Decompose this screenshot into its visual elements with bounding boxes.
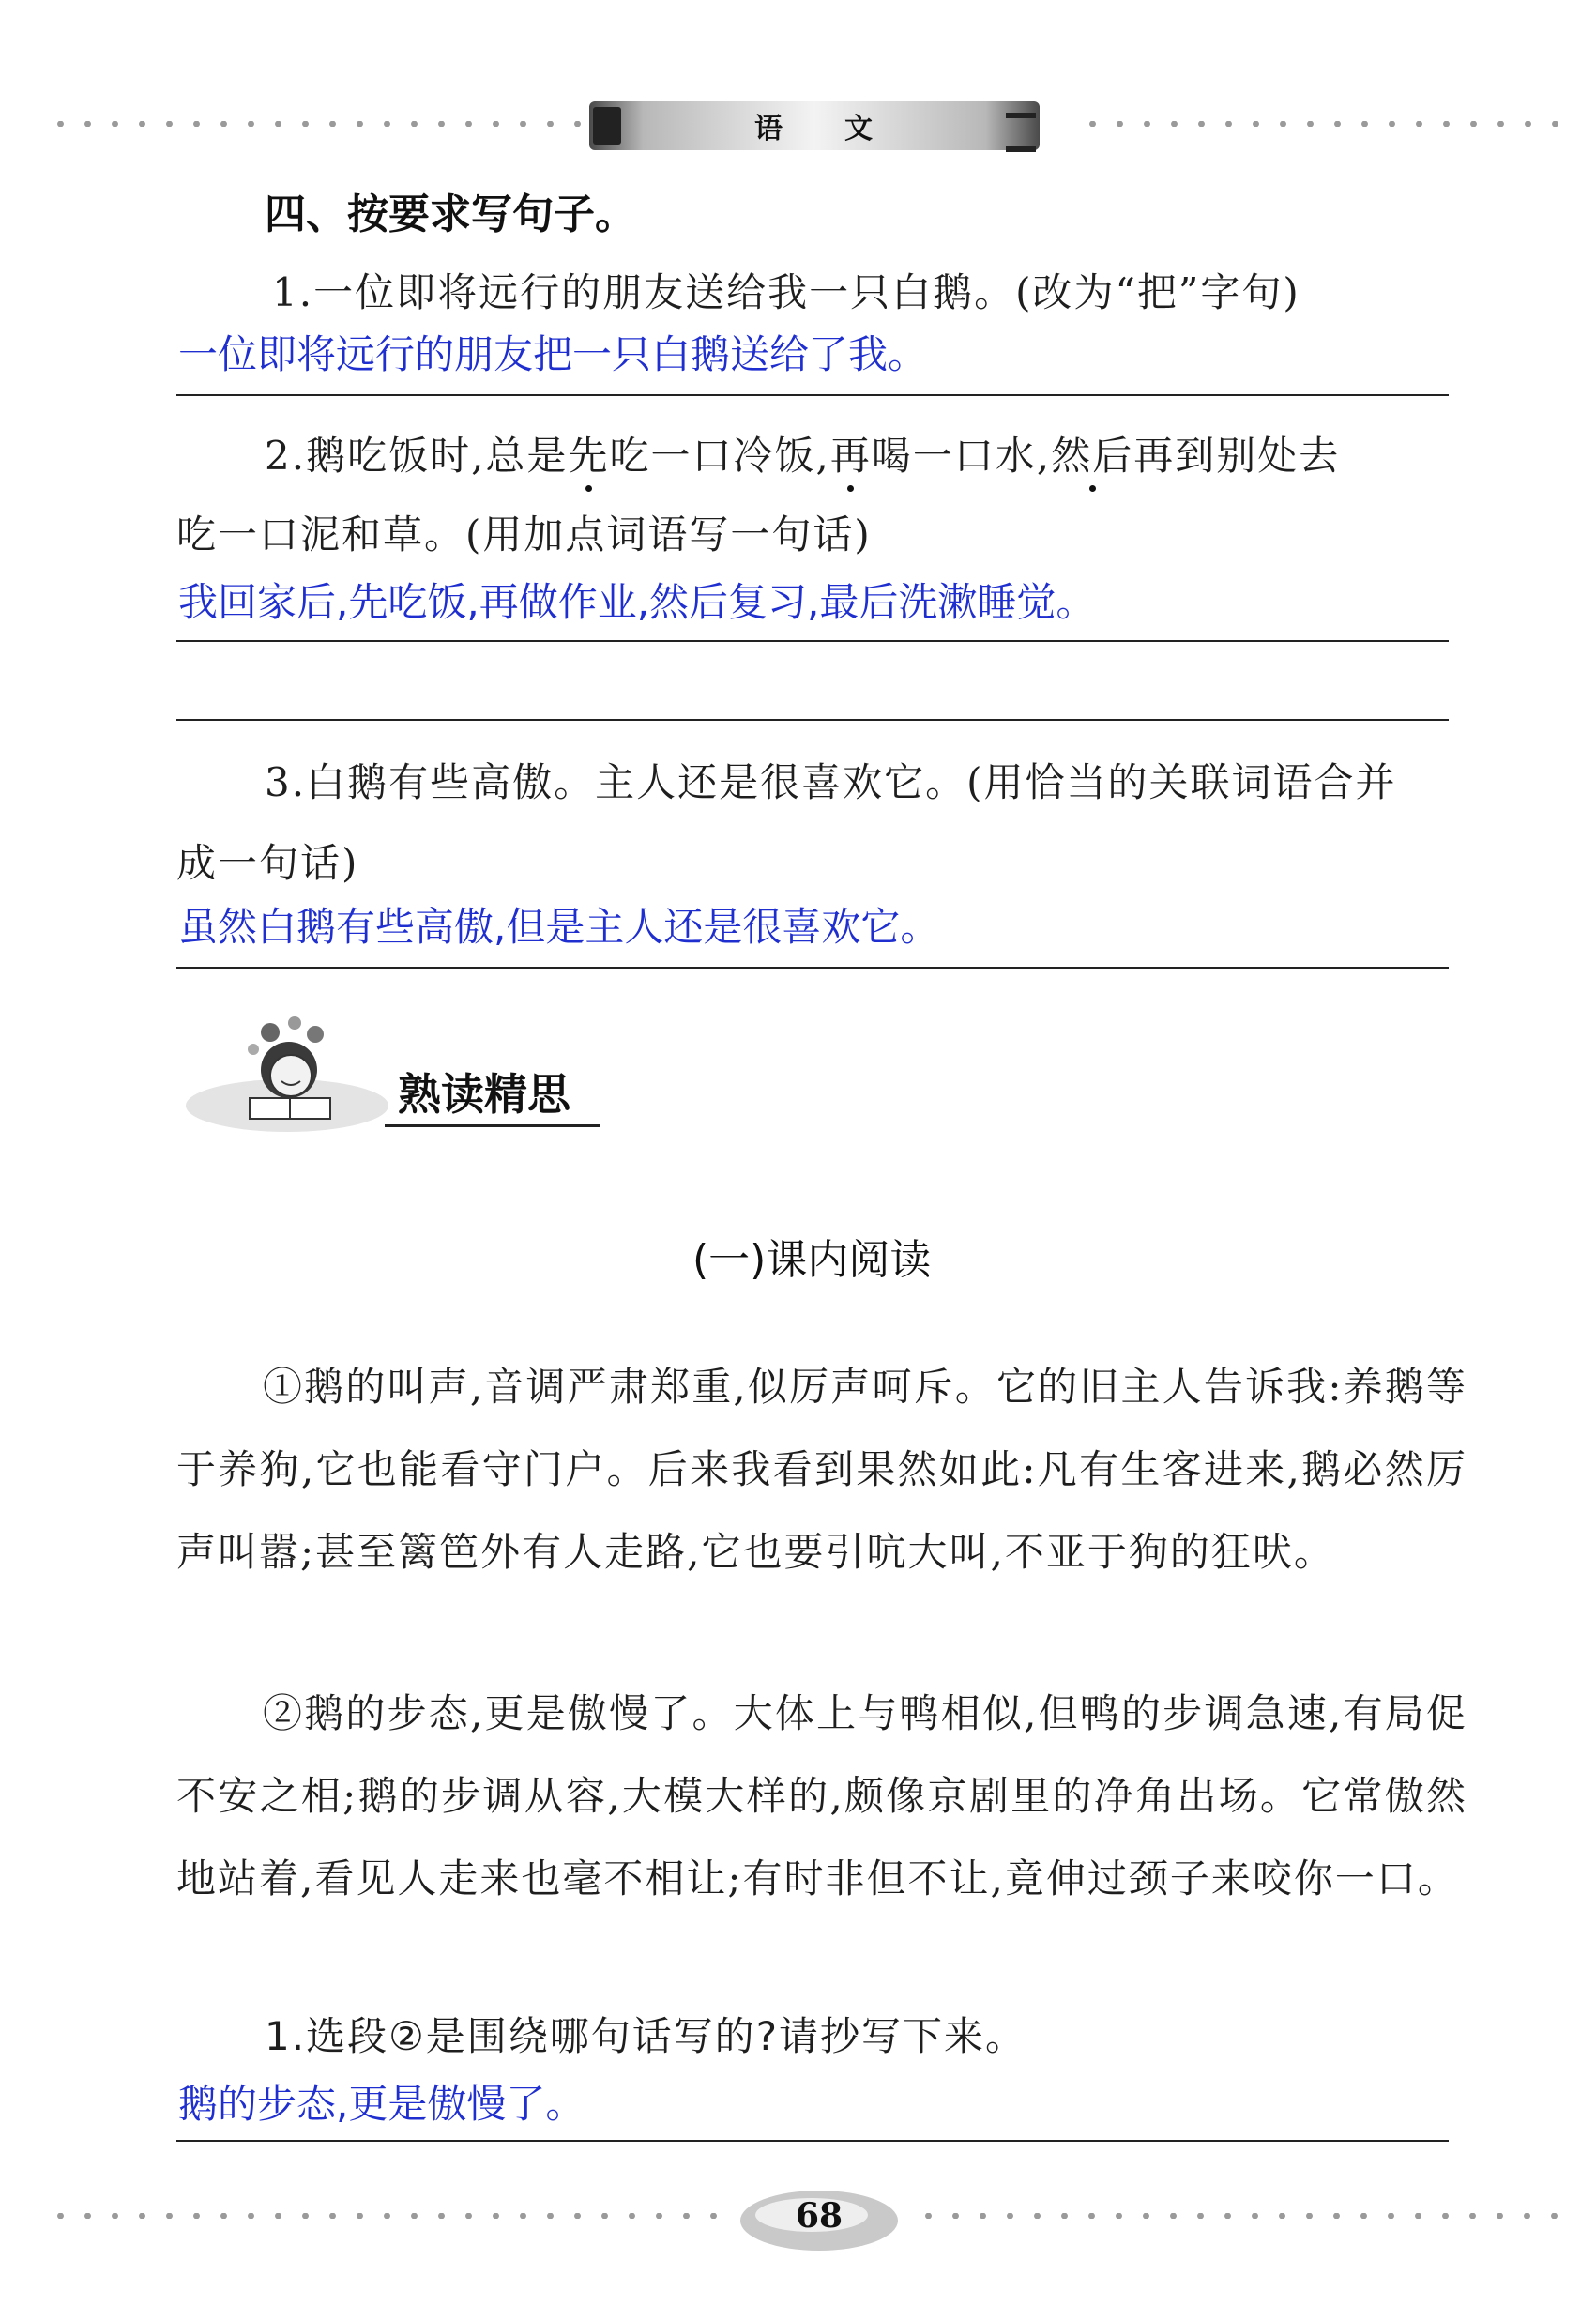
- header-dots-left: [47, 121, 582, 127]
- question-2-answer: 我回家后,先吃饭,再做作业,然后复习,最后洗漱睡觉。: [178, 579, 1096, 625]
- q2-text-c: 吃一口冷饭,: [609, 433, 830, 479]
- answer-line: [176, 719, 1449, 721]
- emphasis-zai: 再: [829, 433, 872, 479]
- q2-text-a: 2.鹅吃饭时,总是: [265, 433, 569, 479]
- passage-paragraph-1: ①鹅的叫声,音调严肃郑重,似厉声呵斥。它的旧主人告诉我:养鹅等于养狗,它也能看守门户。后来我看到果然如此:凡有生客进来,鹅必然厉声叫嚣;甚至篱笆外有人走路,它也要引吭大叫,不亚于狗的狂吠。: [176, 1364, 1467, 1575]
- page-number-badge: [737, 2183, 902, 2254]
- reading-question-1-answer: 鹅的步态,更是傲慢了。: [178, 2081, 585, 2127]
- question-3-line-1: 3.白鹅有些高傲。主人还是很喜欢它。(用恰当的关联词语合并: [265, 759, 1397, 805]
- reading-title: (一)课内阅读: [692, 1236, 932, 1284]
- reading-section-label: 熟读精思: [398, 1069, 570, 1120]
- question-2-line-1: [265, 428, 1340, 484]
- emphasis-xian: 先: [568, 433, 610, 479]
- question-3-answer: 虽然白鹅有些高傲,但是主人还是很喜欢它。: [178, 904, 940, 950]
- reading-question-1-prompt: 1.选段②是围绕哪句话写的?请抄写下来。: [265, 2013, 1027, 2059]
- reading-section-underline: [385, 1124, 600, 1127]
- header-subject-char-1: 语: [754, 113, 784, 145]
- question-1-prompt: 1.一位即将远行的朋友送给我一只白鹅。(改为“把”字句): [272, 269, 1300, 315]
- question-2-line-2: 吃一口泥和草。(用加点词语写一句话): [176, 512, 872, 557]
- q2-text-e: 喝一口水,: [871, 433, 1052, 479]
- footer-dots-left: [47, 2213, 722, 2219]
- passage-paragraph-2: ②鹅的步态,更是傲慢了。大体上与鸭相似,但鸭的步调急速,有局促不安之相;鹅的步调从容,大模大样的,颇像京剧里的净角出场。它常傲然地站着,看见人走来也毫不相让;有时非但不让,竟伸过颈子来咬你一口。: [176, 1690, 1467, 1901]
- answer-line: [176, 2140, 1449, 2142]
- answer-line: [176, 967, 1449, 969]
- reading-girl-illustration: [184, 1012, 390, 1134]
- answer-line: [176, 640, 1449, 642]
- header-subject-char-2: 文: [844, 113, 874, 145]
- emphasis-ranhou: 然后: [1051, 433, 1134, 479]
- footer-dots-right: [915, 2213, 1572, 2219]
- page-number: 68: [795, 2196, 844, 2236]
- question-1-answer: 一位即将远行的朋友把一只白鹅送给了我。: [178, 331, 928, 377]
- question-3-line-2: 成一句话): [176, 840, 359, 886]
- section-heading: 四、按要求写句子。: [265, 191, 636, 238]
- book-icon-right: [1006, 113, 1036, 152]
- book-icon: [593, 107, 621, 145]
- answer-line: [176, 394, 1449, 396]
- header-banner: [589, 101, 1040, 150]
- header-dots-right: [1079, 121, 1567, 127]
- q2-text-g: 再到别处去: [1133, 433, 1341, 479]
